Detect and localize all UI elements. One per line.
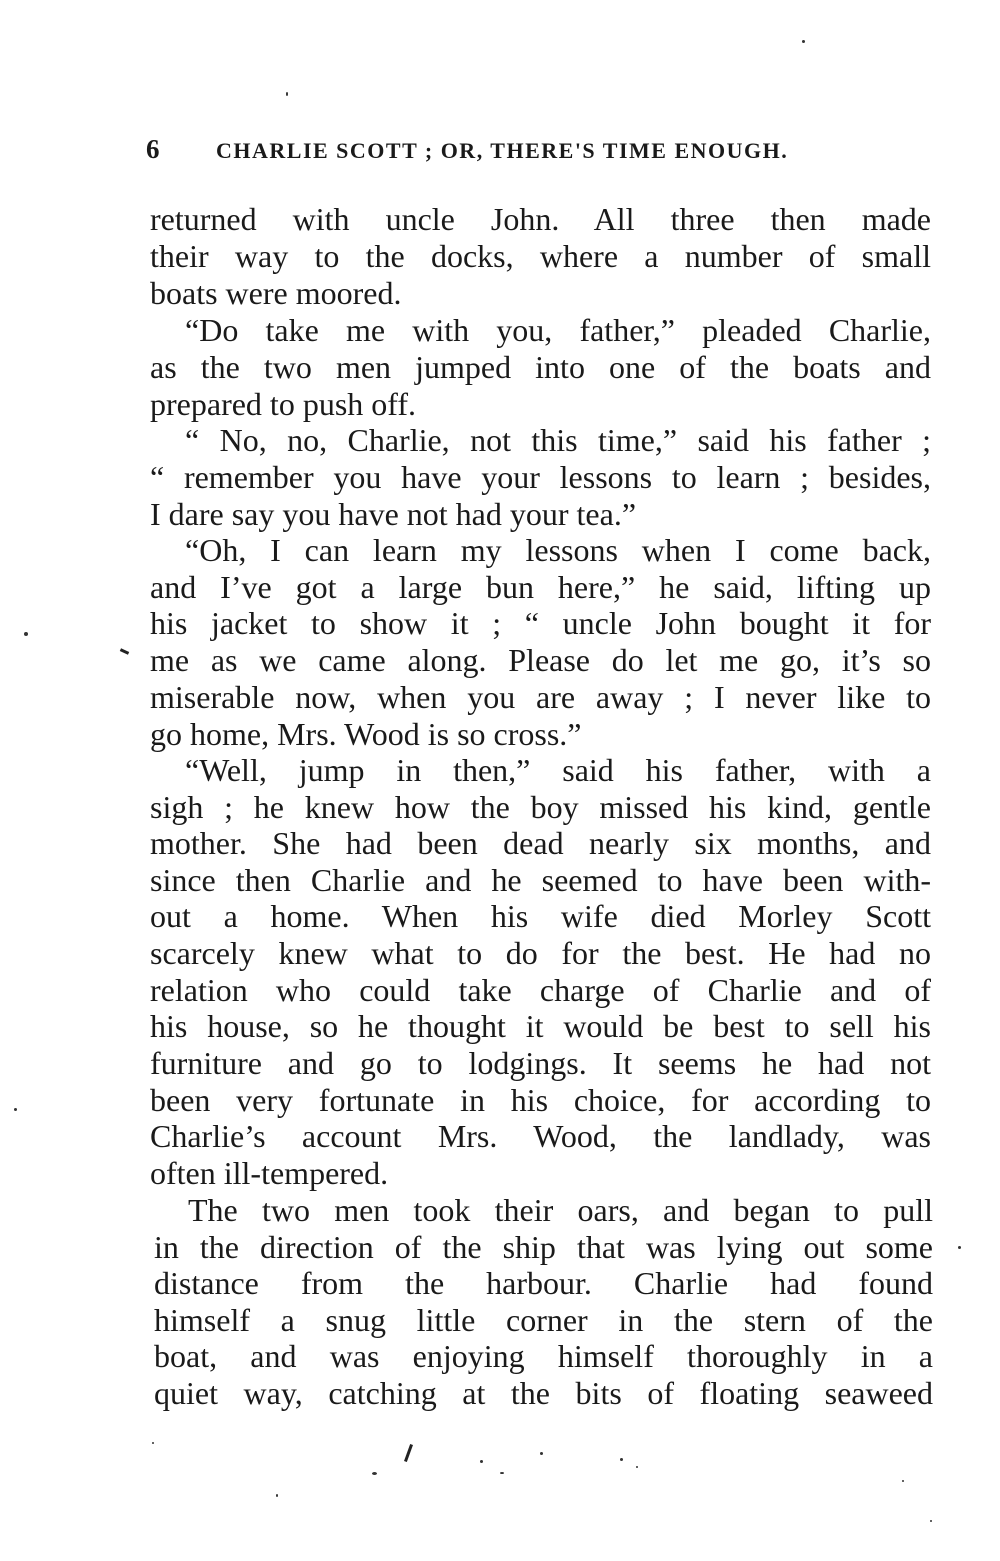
text-line: out a home. When his wife died Morley Scott (150, 898, 931, 934)
print-speck (480, 1460, 483, 1463)
print-speck (636, 1466, 638, 1468)
text-line: miserable now, when you are away ; I never like to (150, 679, 931, 715)
text-line: scarcely knew what to do for the best. He had no (150, 935, 931, 971)
print-speck (152, 1442, 154, 1444)
text-line: as the two men jumped into one of the boats and (150, 349, 931, 385)
text-line: often ill-tempered. (150, 1155, 389, 1191)
text-line: boats were moored. (150, 275, 402, 311)
text-line: boat, and was enjoying himself thoroughly in a (154, 1338, 933, 1374)
text-line: prepared to push off. (150, 386, 416, 422)
text-line: “Well, jump in then,” said his father, with a (185, 752, 931, 788)
text-line: in the direction of the ship that was lying out some (154, 1229, 933, 1265)
text-line: I dare say you have not had your tea.” (150, 496, 637, 532)
text-line: “Do take me with you, father,” pleaded Charlie, (185, 312, 931, 348)
text-line: The two men took their oars, and began to pull (188, 1192, 933, 1228)
text-line: their way to the docks, where a number of small (150, 238, 931, 274)
text-line: his jacket to show it ; “ uncle John bought it for (150, 605, 931, 641)
print-speck (276, 1494, 278, 1497)
text-line: and I’ve got a large bun here,” he said, lifting up (150, 569, 931, 605)
text-line: quiet way, catching at the bits of floating seaweed (154, 1375, 933, 1411)
text-line: relation who could take charge of Charlie and of (150, 972, 931, 1008)
text-line: been very fortunate in his choice, for according to (150, 1082, 931, 1118)
print-speck (540, 1452, 543, 1455)
print-speck (286, 92, 288, 96)
text-line: himself a snug little corner in the stern of the (154, 1302, 933, 1338)
print-speck (930, 1520, 932, 1522)
text-line: go home, Mrs. Wood is so cross.” (150, 716, 582, 752)
text-line: distance from the harbour. Charlie had found (154, 1265, 933, 1301)
print-speck (802, 40, 805, 43)
page-number: 6 (146, 134, 161, 164)
text-line: sigh ; he knew how the boy missed his kind, gentle (150, 789, 931, 825)
text-line: “ remember you have your lessons to learn ; besides, (150, 459, 931, 495)
text-line: “ No, no, Charlie, not this time,” said his father ; (185, 422, 931, 458)
text-line: his house, so he thought it would be best to sell his (150, 1008, 931, 1044)
print-speck (620, 1458, 623, 1461)
text-line: furniture and go to lodgings. It seems he had not (150, 1045, 931, 1081)
print-speck (958, 1246, 961, 1249)
text-line: Charlie’s account Mrs. Wood, the landlady, was (150, 1118, 931, 1154)
text-line: returned with uncle John. All three then made (150, 201, 931, 237)
running-title: CHARLIE SCOTT ; OR, THERE'S TIME ENOUGH. (216, 138, 789, 163)
print-speck (14, 1108, 17, 1111)
print-speck (902, 1480, 904, 1482)
print-speck (500, 1472, 504, 1474)
text-line: “Oh, I can learn my lessons when I come back, (185, 532, 931, 568)
text-line: me as we came along. Please do let me go, it’s so (150, 642, 931, 678)
text-line: since then Charlie and he seemed to have been with- (150, 862, 931, 898)
text-line: mother. She had been dead nearly six months, and (150, 825, 931, 861)
print-speck (24, 632, 28, 636)
print-speck (372, 1472, 377, 1475)
